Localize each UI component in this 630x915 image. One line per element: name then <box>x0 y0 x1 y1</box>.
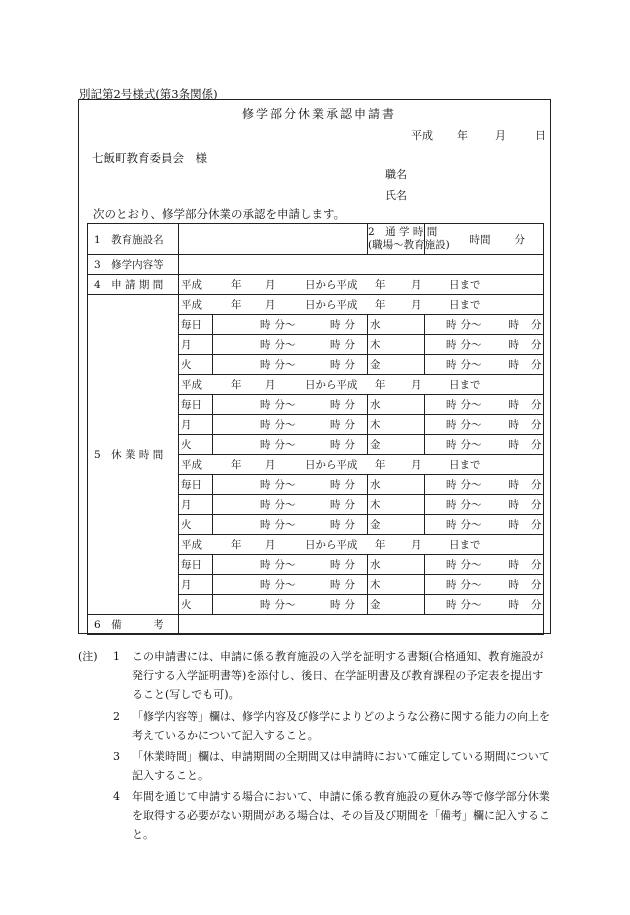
form-title: 修学部分休業承認申請書 <box>242 107 397 121</box>
start-minute[interactable]: 分～ <box>459 595 507 615</box>
date-line <box>411 127 546 143</box>
end-minute[interactable]: 分 <box>343 575 368 595</box>
note-text: 「休業時間」欄は、申請期間の全期間又は申請時において確定している期間について記入すること。 <box>132 750 550 782</box>
day-everyday: 毎日 <box>179 315 213 335</box>
start-minute[interactable]: 分～ <box>459 515 507 535</box>
commute-line1: 2 通 学 時 間 <box>368 226 438 238</box>
day-fri: 金 <box>368 435 425 455</box>
day-thu: 木 <box>368 335 425 355</box>
note-number: 4 <box>113 790 120 803</box>
start-hour[interactable]: 時 <box>213 575 273 595</box>
end-minute[interactable]: 分 <box>343 555 368 575</box>
start-hour[interactable]: 時 <box>213 435 273 455</box>
notes-prefix: (注) <box>78 650 98 663</box>
end-time[interactable]: 時 分 <box>507 335 544 355</box>
start-hour[interactable]: 時 <box>425 315 459 335</box>
end-time[interactable]: 時 分 <box>507 355 544 375</box>
end-minute[interactable]: 分 <box>343 475 368 495</box>
date-year: 年 <box>457 129 468 142</box>
note-text: この申請書には、申請に係る教育施設の入学を証明する書類(合格通知、教育施設が発行する入学証明書等)を添付し、後日、在学証明書及び教育課程の予定表を提出すること(写しでも可)。 <box>132 650 544 701</box>
form-label: 別記第2号様式(第3条関係) <box>79 87 218 101</box>
day-wed: 水 <box>368 475 425 495</box>
note-text: 「修学内容等」欄は、修学内容及び修学によりどのような公務に関する能力の向上を考えているかについて記入すること。 <box>132 710 550 742</box>
start-minute[interactable]: 分～ <box>273 315 303 335</box>
start-minute[interactable]: 分～ <box>273 495 303 515</box>
end-minute[interactable]: 分 <box>343 495 368 515</box>
date-era: 平成 <box>411 129 433 142</box>
leave-period-3[interactable]: 平成 年 月 日から平成 年 月 日まで <box>179 455 544 475</box>
day-tue: 火 <box>179 595 213 615</box>
end-hour[interactable]: 時 <box>303 335 343 355</box>
intro-text: 次のとおり、修学部分休業の承認を申請します。 <box>93 207 346 221</box>
label-content: 3 修学内容等 <box>88 255 179 275</box>
end-minute[interactable]: 分 <box>343 335 368 355</box>
end-minute[interactable]: 分 <box>343 415 368 435</box>
date-month: 月 <box>495 129 506 142</box>
leave-period-1[interactable]: 平成 年 月 日から平成 年 月 日まで <box>179 295 544 315</box>
end-hour[interactable]: 時 <box>303 495 343 515</box>
start-hour[interactable]: 時 <box>213 495 273 515</box>
end-hour[interactable]: 時 <box>303 415 343 435</box>
label-remarks: 6 備 考 <box>88 615 179 635</box>
day-thu: 木 <box>368 415 425 435</box>
start-minute[interactable]: 分～ <box>459 495 507 515</box>
day-everyday: 毎日 <box>179 555 213 575</box>
end-minute[interactable]: 分 <box>343 435 368 455</box>
start-minute[interactable]: 分～ <box>273 395 303 415</box>
start-hour[interactable]: 時 <box>425 495 459 515</box>
day-wed: 水 <box>368 555 425 575</box>
end-hour[interactable]: 時 <box>303 315 343 335</box>
addressee: 七飯町教育委員会 様 <box>92 151 207 165</box>
leave-period-2[interactable]: 平成 年 月 日から平成 年 月 日まで <box>179 375 544 395</box>
end-minute[interactable]: 分 <box>343 515 368 535</box>
job-title-label: 職名 <box>385 168 407 181</box>
start-minute[interactable]: 分～ <box>459 555 507 575</box>
start-minute[interactable]: 分～ <box>459 415 507 435</box>
start-minute[interactable]: 分～ <box>273 475 303 495</box>
end-hour[interactable]: 時 <box>303 515 343 535</box>
start-hour[interactable]: 時 <box>213 555 273 575</box>
label-leave-time: 5 休 業 時 間 <box>88 295 179 615</box>
start-minute[interactable]: 分～ <box>273 555 303 575</box>
day-mon: 月 <box>179 415 213 435</box>
end-hour[interactable]: 時 <box>303 595 343 615</box>
commute-minutes-unit: 分 <box>514 233 526 246</box>
label-commute <box>368 224 450 255</box>
content-field[interactable] <box>179 255 544 275</box>
day-wed: 水 <box>368 395 425 415</box>
start-hour[interactable]: 時 <box>213 395 273 415</box>
end-minute[interactable]: 分 <box>343 355 368 375</box>
leave-period-4[interactable]: 平成 年 月 日から平成 年 月 日まで <box>179 535 544 555</box>
start-hour[interactable]: 時 <box>213 595 273 615</box>
start-hour[interactable]: 時 <box>425 395 459 415</box>
start-minute[interactable]: 分～ <box>273 335 303 355</box>
day-mon: 月 <box>179 575 213 595</box>
start-hour[interactable]: 時 <box>425 555 459 575</box>
start-minute[interactable]: 分～ <box>273 415 303 435</box>
end-minute[interactable]: 分 <box>343 395 368 415</box>
start-minute[interactable]: 分～ <box>273 355 303 375</box>
end-time[interactable]: 時 分 <box>507 395 544 415</box>
remarks-field[interactable] <box>179 615 544 635</box>
end-time[interactable]: 時 分 <box>507 475 544 495</box>
end-hour[interactable]: 時 <box>303 435 343 455</box>
start-hour[interactable]: 時 <box>425 595 459 615</box>
start-hour[interactable]: 時 <box>425 355 459 375</box>
start-hour[interactable]: 時 <box>213 335 273 355</box>
notes-section <box>78 647 558 847</box>
date-day: 日 <box>535 129 546 142</box>
start-hour[interactable]: 時 <box>213 415 273 435</box>
label-period: 4 申 請 期 間 <box>88 275 179 295</box>
day-fri: 金 <box>368 515 425 535</box>
start-minute[interactable]: 分～ <box>273 435 303 455</box>
day-thu: 木 <box>368 575 425 595</box>
end-time[interactable]: 時 分 <box>507 495 544 515</box>
end-hour[interactable]: 時 <box>303 475 343 495</box>
start-minute[interactable]: 分～ <box>459 435 507 455</box>
end-minute[interactable]: 分 <box>343 315 368 335</box>
start-hour[interactable]: 時 <box>425 515 459 535</box>
start-hour[interactable]: 時 <box>213 315 273 335</box>
end-hour[interactable]: 時 <box>303 575 343 595</box>
facility-field[interactable] <box>179 224 368 255</box>
start-minute[interactable]: 分～ <box>459 335 507 355</box>
start-hour[interactable]: 時 <box>425 575 459 595</box>
commute-line2: (職場～教育施設) <box>368 239 450 251</box>
end-minute[interactable]: 分 <box>343 595 368 615</box>
start-hour[interactable]: 時 <box>213 475 273 495</box>
start-hour[interactable]: 時 <box>425 415 459 435</box>
day-mon: 月 <box>179 495 213 515</box>
label-facility: 1 教育施設名 <box>88 224 179 255</box>
day-tue: 火 <box>179 515 213 535</box>
end-time[interactable]: 時 分 <box>507 315 544 335</box>
start-minute[interactable]: 分～ <box>459 355 507 375</box>
end-time[interactable]: 時 分 <box>507 435 544 455</box>
commute-hours-unit: 時間 <box>469 233 491 246</box>
start-hour[interactable]: 時 <box>425 435 459 455</box>
application-table <box>87 223 544 635</box>
note-number: 3 <box>113 750 120 763</box>
name-label: 氏名 <box>385 189 407 202</box>
start-minute[interactable]: 分～ <box>273 515 303 535</box>
day-tue: 火 <box>179 355 213 375</box>
end-time[interactable]: 時 分 <box>507 575 544 595</box>
end-hour[interactable]: 時 <box>303 395 343 415</box>
period-field[interactable]: 平成 年 月 日から平成 年 月 日まで <box>179 275 544 295</box>
start-minute[interactable]: 分～ <box>459 475 507 495</box>
day-everyday: 毎日 <box>179 475 213 495</box>
start-minute[interactable]: 分～ <box>459 395 507 415</box>
day-wed: 水 <box>368 315 425 335</box>
end-time[interactable]: 時 分 <box>507 555 544 575</box>
day-thu: 木 <box>368 495 425 515</box>
start-minute[interactable]: 分～ <box>273 595 303 615</box>
end-hour[interactable]: 時 <box>303 555 343 575</box>
day-tue: 火 <box>179 435 213 455</box>
note-number: 1 <box>113 650 120 663</box>
start-hour[interactable]: 時 <box>213 515 273 535</box>
start-minute[interactable]: 分～ <box>459 315 507 335</box>
start-hour[interactable]: 時 <box>425 475 459 495</box>
start-hour[interactable]: 時 <box>425 335 459 355</box>
end-time[interactable]: 時 分 <box>507 595 544 615</box>
start-minute[interactable]: 分～ <box>459 575 507 595</box>
day-fri: 金 <box>368 355 425 375</box>
day-everyday: 毎日 <box>179 395 213 415</box>
note-number: 2 <box>113 710 120 723</box>
start-minute[interactable]: 分～ <box>273 575 303 595</box>
end-hour[interactable]: 時 <box>303 355 343 375</box>
day-fri: 金 <box>368 595 425 615</box>
note-text: 年間を通じて申請する場合において、申請に係る教育施設の夏休み等で修学部分休業を取得する必要がない期間がある場合は、その旨及び期間を「備考」欄に記入すること。 <box>132 790 550 841</box>
end-time[interactable]: 時 分 <box>507 515 544 535</box>
end-time[interactable]: 時 分 <box>507 415 544 435</box>
start-hour[interactable]: 時 <box>213 355 273 375</box>
day-mon: 月 <box>179 335 213 355</box>
